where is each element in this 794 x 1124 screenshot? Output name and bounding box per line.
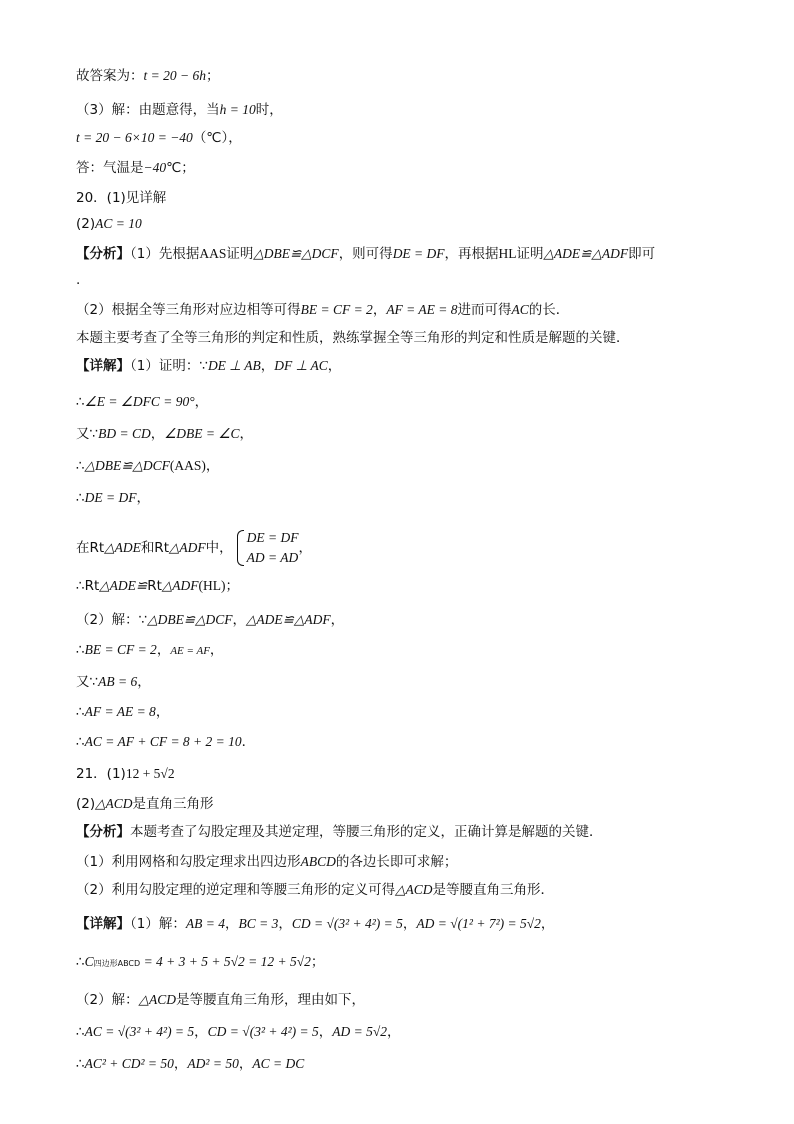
text: （2）解： xyxy=(76,992,139,1008)
formula: 12 + 5√2 xyxy=(125,766,175,781)
formula: = 4 + 3 + 5 + 5√2 = 12 + 5√2 xyxy=(140,954,311,969)
text: 在Rt xyxy=(76,540,105,556)
text: （1）先根据 xyxy=(130,246,200,262)
formula: △ADE≌△ADF xyxy=(543,246,629,261)
text: ∴ xyxy=(76,704,85,720)
text: （1）证明：∵ xyxy=(130,358,208,374)
text: ∴ xyxy=(76,954,85,970)
text: ， xyxy=(173,1056,188,1072)
text: ， xyxy=(224,916,239,932)
text: ，则可得 xyxy=(338,246,393,262)
line-30 xyxy=(76,990,734,1010)
text: 故答案为： xyxy=(76,68,144,84)
formula: △ADE xyxy=(104,540,141,555)
text: 21．(1) xyxy=(76,766,126,782)
line-10 xyxy=(76,328,734,348)
formula: DE = DF xyxy=(84,490,137,505)
formula: ∠DBE = ∠C xyxy=(164,426,240,441)
formula: CD = √(3² + 4²) = 5 xyxy=(207,1024,319,1039)
brace-icon xyxy=(237,530,244,566)
formula: △ADE≌△ADF xyxy=(246,612,331,627)
formula: △DBE≌△DCF xyxy=(147,612,233,627)
formula: AF = AE = 8 xyxy=(386,302,458,317)
text: (2) xyxy=(76,216,96,232)
text: 的各边长即可求解； xyxy=(335,854,458,870)
formula: BE = CF = 2 xyxy=(300,302,373,317)
text: 进而可得 xyxy=(457,302,512,318)
text: ， xyxy=(194,1024,208,1040)
formula: t = 20 − 6×10 = −40 xyxy=(76,130,193,145)
formula: △ADF xyxy=(161,578,199,593)
text: 的长． xyxy=(528,302,570,318)
text: ， xyxy=(238,1056,253,1072)
text: ， xyxy=(136,490,150,506)
line-27 xyxy=(76,880,734,900)
label: 【分析】 xyxy=(76,824,130,840)
line-29 xyxy=(76,952,734,974)
line-23 xyxy=(76,764,734,784)
line-20 xyxy=(76,672,734,692)
text: 和Rt xyxy=(140,540,169,556)
line-15 xyxy=(76,488,734,508)
text: Rt xyxy=(147,578,162,594)
text: （2）解：∵ xyxy=(76,612,148,628)
formula: DF ⊥ AC xyxy=(274,358,328,373)
text: ． xyxy=(241,734,256,750)
text: ∴ xyxy=(76,642,85,658)
equation-system xyxy=(237,528,299,568)
formula: ∠E = ∠DFC = 90° xyxy=(84,394,195,409)
formula: △DBE≌△DCF xyxy=(253,246,339,261)
line-3 xyxy=(76,128,734,148)
text: 本题主要考查了全等三角形的判定和性质，熟练掌握全等三角形的判定和性质是解题的关键． xyxy=(76,330,630,346)
text: ， xyxy=(330,612,345,628)
line-14 xyxy=(76,456,734,476)
text: ∴ xyxy=(76,490,85,506)
formula: t = 20 − 6h xyxy=(143,68,206,83)
text: ， xyxy=(540,916,555,932)
formula: AC = 10 xyxy=(95,216,142,231)
formula: △ACD xyxy=(395,882,433,897)
formula: AE = AF xyxy=(170,645,210,657)
text: (2) xyxy=(76,796,96,812)
text: 本题考查了勾股定理及其逆定理，等腰三角形的定义，正确计算是解题的关键． xyxy=(130,824,603,840)
text: ，再根据 xyxy=(444,246,499,262)
text: ， xyxy=(318,1024,333,1040)
text: ， xyxy=(278,916,292,932)
label: 【详解】 xyxy=(76,358,130,374)
text: 证明 xyxy=(226,246,254,262)
text: 又∵ xyxy=(76,674,99,690)
line-2 xyxy=(76,100,734,120)
text: ， xyxy=(209,642,224,658)
text: ， xyxy=(327,358,342,374)
text: ， xyxy=(372,302,387,318)
text: 是等腰直角三角形． xyxy=(432,882,554,898)
text: ∴ xyxy=(76,1056,85,1072)
line-31 xyxy=(76,1022,734,1042)
text: ， xyxy=(156,642,171,658)
formula: AC = √(3² + 4²) = 5 xyxy=(84,1024,195,1039)
text: . xyxy=(76,272,81,288)
formula: AB = 4 xyxy=(185,916,225,931)
text: 是等腰直角三角形，理由如下， xyxy=(175,992,365,1008)
formula: ABCD xyxy=(300,854,336,869)
line-32 xyxy=(76,1054,734,1074)
text: ； xyxy=(310,954,325,970)
line-1 xyxy=(76,66,734,86)
line-28 xyxy=(76,914,734,934)
text: ∴ xyxy=(76,1024,85,1040)
text: ∴ xyxy=(76,458,85,474)
text: 又∵ xyxy=(76,426,99,442)
text: 证明 xyxy=(516,246,544,262)
formula: △ADF xyxy=(169,540,206,555)
line-5 xyxy=(76,188,734,208)
formula: △ACD xyxy=(95,796,133,811)
formula: DE ⊥ AB xyxy=(207,358,261,373)
line-16 xyxy=(76,528,734,568)
formula: AD² = 50 xyxy=(187,1056,239,1071)
text: ， xyxy=(260,358,275,374)
line-24 xyxy=(76,794,734,814)
formula: −40 xyxy=(143,160,167,175)
text: ， xyxy=(387,1024,401,1040)
text: （℃）， xyxy=(192,130,242,146)
line-18 xyxy=(76,610,734,630)
formula: AF = AE = 8 xyxy=(84,704,156,719)
formula: △ACD xyxy=(138,992,176,1007)
line-26 xyxy=(76,852,734,872)
text: （2）利用勾股定理的逆定理和等腰三角形的定义可得 xyxy=(76,882,396,898)
line-25 xyxy=(76,822,734,842)
formula: AD = 5√2 xyxy=(332,1024,388,1039)
formula: AAS xyxy=(199,246,227,261)
formula: C xyxy=(84,954,94,969)
text: ， xyxy=(232,612,247,628)
formula: DE = DF xyxy=(392,246,445,261)
text: ， xyxy=(137,674,151,690)
text: ； xyxy=(205,68,220,84)
formula: HL xyxy=(498,246,517,261)
text: ， xyxy=(239,426,254,442)
formula: AB = 6 xyxy=(98,674,138,689)
formula: AC = AF + CF = 8 + 2 = 10 xyxy=(84,734,242,749)
formula: AD = √(1² + 7²) = 5√2 xyxy=(416,916,541,931)
line-4 xyxy=(76,158,734,178)
equation: AD = AD xyxy=(246,550,299,565)
line-6 xyxy=(76,214,734,234)
text: ℃； xyxy=(166,160,195,176)
label: 【详解】 xyxy=(76,916,130,932)
text: 是直角三角形 xyxy=(132,796,214,812)
text: 中， xyxy=(205,540,233,556)
text: ， xyxy=(402,916,417,932)
formula: BD = CD xyxy=(98,426,151,441)
subscript: 四边形ABCD xyxy=(93,959,141,968)
label: 【分析】 xyxy=(76,246,130,262)
text: ， xyxy=(155,704,170,720)
line-13 xyxy=(76,424,734,444)
text: 即可 xyxy=(628,246,656,262)
line-9 xyxy=(76,300,734,320)
formula: h = 10 xyxy=(219,102,256,117)
formula: BE = CF = 2 xyxy=(84,642,157,657)
text: (HL)； xyxy=(198,578,240,593)
formula: AC xyxy=(511,302,529,317)
formula: △DBE≌△DCF xyxy=(84,458,170,473)
line-8 xyxy=(76,270,734,290)
formula: AC² + CD² = 50 xyxy=(84,1056,174,1071)
formula: BC = 3 xyxy=(238,916,279,931)
line-22 xyxy=(76,732,734,752)
text: ∴ xyxy=(76,734,85,750)
text: 答：气温是 xyxy=(76,160,144,176)
line-11 xyxy=(76,356,734,376)
formula: AC = DC xyxy=(252,1056,305,1071)
text: ， xyxy=(194,394,209,410)
text: ∴ xyxy=(76,394,85,410)
text: 20．(1)见详解 xyxy=(76,190,167,206)
text: （1）解： xyxy=(130,916,186,932)
line-7 xyxy=(76,244,734,264)
text: ， xyxy=(150,426,165,442)
line-12 xyxy=(76,392,734,412)
line-17 xyxy=(76,576,734,596)
text: ∴Rt xyxy=(76,578,100,594)
text: ， xyxy=(298,540,312,556)
line-19 xyxy=(76,640,734,661)
formula: CD = √(3² + 4²) = 5 xyxy=(291,916,403,931)
equation: DE = DF xyxy=(246,530,299,545)
line-21 xyxy=(76,702,734,722)
text: (AAS)， xyxy=(169,458,220,473)
text: （3）解：由题意得，当 xyxy=(76,102,220,118)
text: （1）利用网格和勾股定理求出四边形 xyxy=(76,854,301,870)
text: 时， xyxy=(255,102,283,118)
text: （2）根据全等三角形对应边相等可得 xyxy=(76,302,301,318)
formula: △ADE≌ xyxy=(99,578,148,593)
